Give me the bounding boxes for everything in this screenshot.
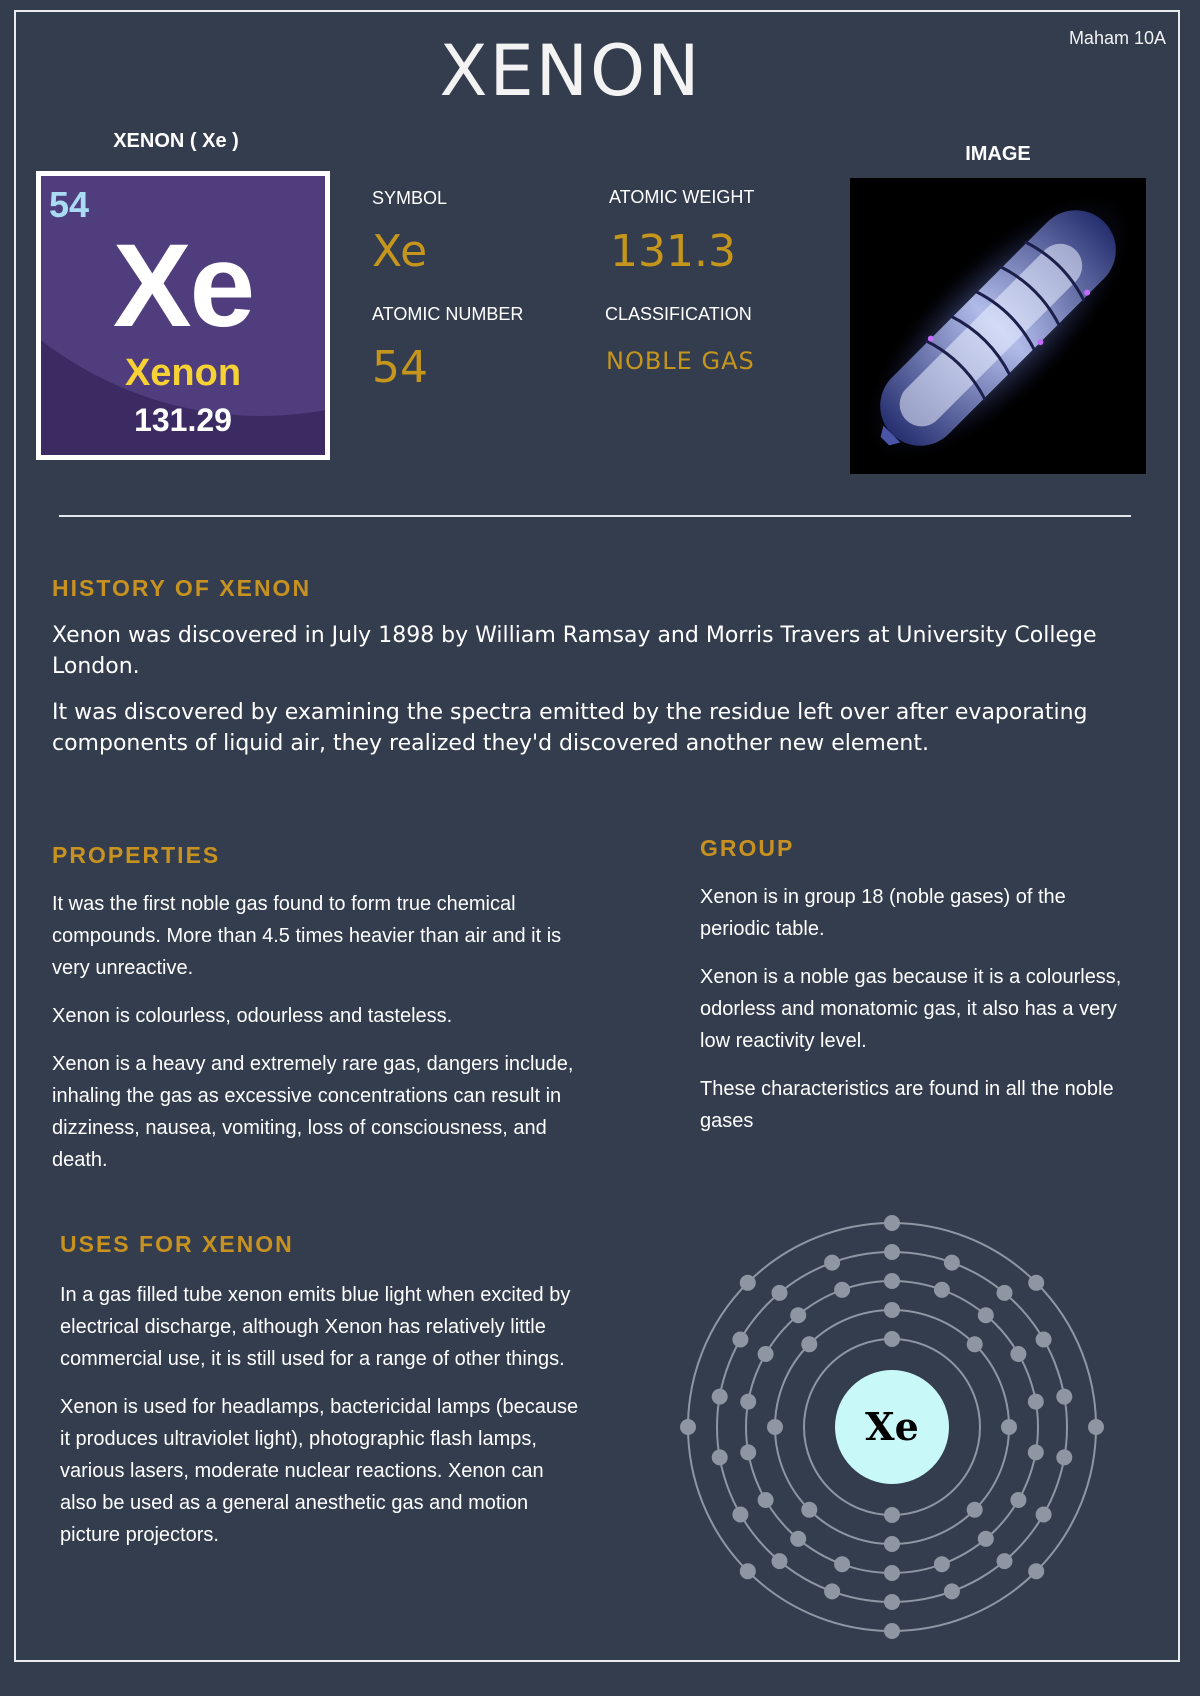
electron — [1010, 1492, 1026, 1508]
uses-paragraph: Xenon is used for headlamps, bactericidal lamps (because it produces ultraviolet light), photographic flash lamps, various lasers, moderate nuclear reactions. Xenon can also be used as a general anesthetic gas and motion picture projectors. — [60, 1396, 579, 1546]
electron — [834, 1556, 850, 1572]
electron — [772, 1285, 788, 1301]
electron — [884, 1565, 900, 1581]
electron — [978, 1307, 994, 1323]
electron — [790, 1531, 806, 1547]
element-tile-face — [41, 176, 325, 455]
history-paragraph: It was discovered by examining the spectra emitted by the residue left over after evaporating components of liquid air, they realized they'd discovered another new element. — [52, 700, 1088, 756]
page-title: XENON — [439, 30, 702, 112]
uses-text — [60, 1279, 585, 1567]
classification-value: NOBLE GAS — [606, 347, 755, 375]
bohr-model-svg — [670, 1205, 1114, 1649]
electron — [1010, 1346, 1026, 1362]
electron — [801, 1336, 817, 1352]
xenon-tube-graphic — [850, 178, 1146, 474]
properties-text — [52, 888, 597, 1192]
electron — [1056, 1389, 1072, 1405]
element-tile — [36, 171, 330, 460]
electron — [740, 1394, 756, 1410]
electron — [732, 1332, 748, 1348]
electron — [944, 1583, 960, 1599]
section-divider — [59, 515, 1131, 517]
tile-atomic-mass: 131.29 — [134, 402, 232, 438]
history-heading: HISTORY OF XENON — [52, 575, 312, 601]
electron — [978, 1531, 994, 1547]
group-paragraph: These characteristics are found in all the noble gases — [700, 1078, 1114, 1132]
electron — [834, 1282, 850, 1298]
electron — [712, 1449, 728, 1465]
history-paragraph: Xenon was discovered in July 1898 by William Ramsay and Morris Travers at University College London. — [52, 623, 1097, 679]
xenon-tube-photo — [850, 178, 1146, 474]
electron — [967, 1502, 983, 1518]
nucleus-label: Xe — [865, 1404, 919, 1449]
electron — [934, 1556, 950, 1572]
electron — [758, 1492, 774, 1508]
electron — [1036, 1332, 1052, 1348]
electron — [740, 1275, 756, 1291]
electron — [1036, 1507, 1052, 1523]
electron — [934, 1282, 950, 1298]
bohr-model-diagram — [670, 1205, 1114, 1649]
history-text — [52, 620, 1162, 774]
group-paragraph: Xenon is in group 18 (noble gases) of the periodic table. — [700, 886, 1066, 940]
uses-paragraph: In a gas filled tube xenon emits blue light when excited by electrical discharge, although Xenon has relatively little commercial use, it is still used for a range of other things. — [60, 1284, 571, 1370]
electron — [1056, 1449, 1072, 1465]
electron — [884, 1536, 900, 1552]
electron — [824, 1255, 840, 1271]
electron — [884, 1594, 900, 1610]
atomic-weight-value: 131.3 — [610, 226, 736, 277]
electron — [758, 1346, 774, 1362]
symbol-value: Xe — [372, 226, 428, 277]
properties-paragraph: It was the first noble gas found to form true chemical compounds. More than 4.5 times heavier than air and it is very unreactive. — [52, 893, 562, 979]
symbol-label: SYMBOL — [372, 188, 448, 208]
tile-atomic-number: 54 — [49, 184, 90, 225]
electron — [1088, 1419, 1104, 1435]
electron — [767, 1419, 783, 1435]
properties-paragraph: Xenon is a heavy and extremely rare gas, dangers include, inhaling the gas as excessive concentrations can result in dizziness, nausea, vomiting, loss of consciousness, and death. — [52, 1053, 574, 1171]
group-text — [700, 881, 1130, 1153]
electron — [824, 1583, 840, 1599]
electron — [732, 1507, 748, 1523]
element-tile-caption: XENON ( Xe ) — [113, 130, 239, 152]
electron — [740, 1444, 756, 1460]
electron — [997, 1285, 1013, 1301]
electron — [884, 1302, 900, 1318]
electron — [772, 1553, 788, 1569]
properties-paragraph: Xenon is colourless, odourless and tasteless. — [52, 1005, 453, 1027]
electron — [1028, 1444, 1044, 1460]
group-heading: GROUP — [700, 835, 795, 861]
electron — [884, 1273, 900, 1289]
atomic-number-label: ATOMIC NUMBER — [372, 304, 524, 324]
electron — [712, 1389, 728, 1405]
electron — [884, 1331, 900, 1347]
properties-heading: PROPERTIES — [52, 842, 221, 868]
electron — [740, 1563, 756, 1579]
author-label: Maham 10A — [1068, 28, 1166, 48]
electron — [997, 1553, 1013, 1569]
electron — [1028, 1563, 1044, 1579]
atomic-weight-label: ATOMIC WEIGHT — [609, 187, 755, 207]
classification-label: CLASSIFICATION — [605, 304, 752, 324]
electron — [884, 1244, 900, 1260]
electron — [884, 1215, 900, 1231]
electron — [680, 1419, 696, 1435]
electron — [1001, 1419, 1017, 1435]
tile-element-name: Xenon — [124, 352, 242, 394]
electron — [944, 1255, 960, 1271]
electron — [884, 1623, 900, 1639]
electron — [1028, 1275, 1044, 1291]
tile-symbol: Xe — [112, 220, 254, 352]
electron — [790, 1307, 806, 1323]
electron — [967, 1336, 983, 1352]
electron — [884, 1507, 900, 1523]
group-paragraph: Xenon is a noble gas because it is a colourless, odorless and monatomic gas, it also has a very low reactivity level. — [700, 966, 1122, 1052]
uses-heading: USES FOR XENON — [60, 1231, 294, 1257]
electron — [1028, 1394, 1044, 1410]
atomic-number-value: 54 — [372, 342, 428, 393]
image-caption: IMAGE — [965, 143, 1031, 165]
electron — [801, 1502, 817, 1518]
